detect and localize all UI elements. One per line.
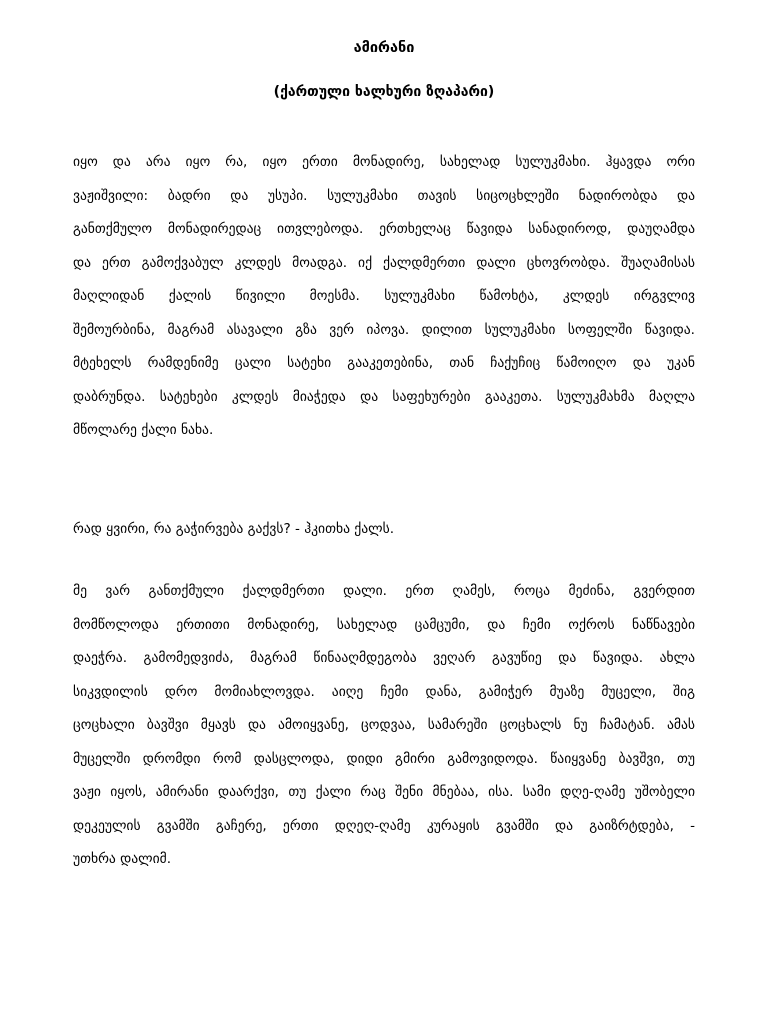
document-title: ამირანი <box>353 40 415 56</box>
text-line: მაღლიდან ქალის წივილი მოესმა. სულუკმახი წამოხტა, კლდეს ირგვლივ <box>73 288 695 304</box>
text-line: დაბრუნდა. სატეხები კლდეს მიაჭედა და საფეხურები გააკეთა. სულუკმახმა მაღლა <box>73 388 695 405</box>
paragraph-2 <box>73 513 695 547</box>
text-line: უთხრა დალიმ. <box>73 851 172 867</box>
text-line: შემოურბინა, მაგრამ ასავალი გზა ვერ იპოვა. დილით სულუკმახი სოფელში წავიდა. <box>73 321 695 338</box>
paragraph-3 <box>73 575 695 877</box>
text-line: განთქმულო მონადირედაც ითვლებოდა. ერთხელაც წავიდა სანადიროდ, დაუღამდა <box>73 221 695 237</box>
text-line: მტეხელს რამდენიმე ცალი სატეხი გააკეთებინა, თან ჩაქუჩიც წამოიღო და უკან <box>73 355 695 371</box>
text-line: მე ვარ განთქმული ქალდმერთი დალი. ერთ ღამეს, როცა მეძინა, გვერდით <box>73 583 695 599</box>
text-line: მუცელში დრომდი რომ დასცლოდა, დიდი გმირი გამოვიდოდა. წაიყვანე ბავშვი, თუ <box>73 750 695 767</box>
text-line: ცოცხალი ბავშვი მყავს და ამოიყვანე, ცოდვაა, სამარეში ცოცხალს ნუ ჩამატან. ამას <box>73 717 695 733</box>
text-line: დეკეულის გვამში გაჩერე, ერთი დღეღ-ღამე კურაყის გვამში და გაიზრტდება, - <box>73 817 695 834</box>
text-line: ვაჟი იყოს, ამირანი დაარქვი, თუ ქალი რაც შენი მნებაა, ისა. სამი დღე-ღამე უშობელი <box>73 784 695 800</box>
text-line: იყო და არა იყო რა, იყო ერთი მონადირე, სახელად სულუკმახი. ჰყავდა ორი <box>73 154 695 170</box>
text-line: და ერთ გამოქვაბულ კლდეს მოადგა. იქ ქალდმერთი დალი ცხოვრობდა. შუაღამისას <box>73 254 695 271</box>
text-line: დაეჭრა. გამომედვიძა, მაგრამ წინააღმდეგობა ვეღარ გავუწიე და წავიდა. ახლა <box>73 650 695 666</box>
document-subtitle: (ქართული ხალხური ზღაპარი) <box>273 84 495 100</box>
text-line: სიკვდილის დრო მომიახლოვდა. აიღე ჩემი დანა, გამიჭერ მუაზე მუცელი, შიგ <box>73 683 695 700</box>
text-line: მწოლარე ქალი ნახა. <box>73 422 214 438</box>
paragraph-1 <box>73 146 695 448</box>
text-line: ვაჟიშვილი: ბადრი და უსუპი. სულუკმახი თავის სიცოცხლეში ნადირობდა და <box>73 187 695 204</box>
text-line: რად ყვირი, რა გაჭირვება გაქვს? - ჰკითხა ქალს. <box>73 521 395 537</box>
text-line: მომწოლოდა ერთითი მონადირე, სახელად ცამცუმი, და ჩემი ოქროს ნაწნავები <box>73 616 695 633</box>
